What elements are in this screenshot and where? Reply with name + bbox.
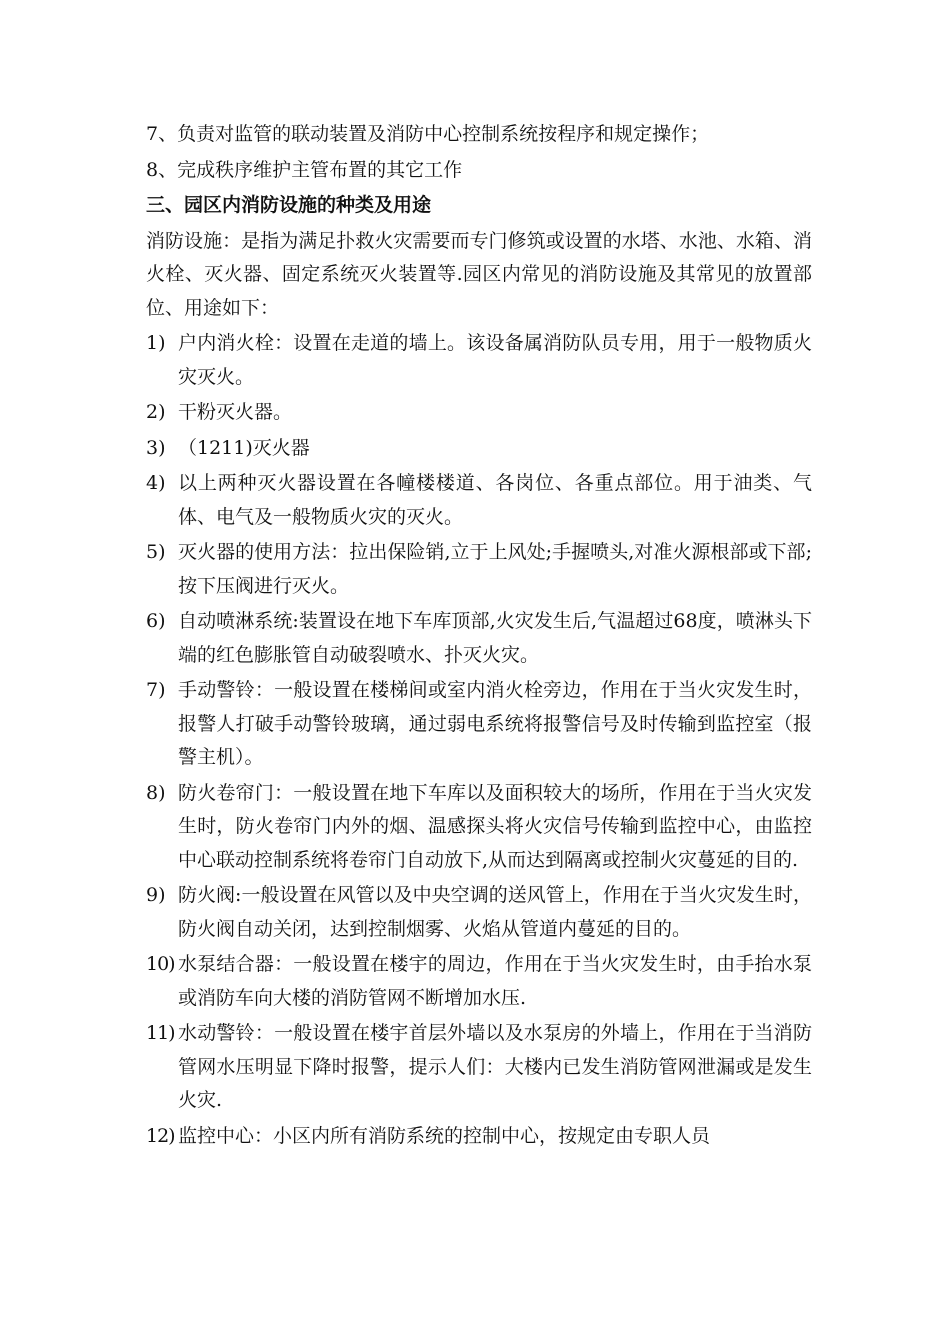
list-item (146, 879, 812, 946)
list-item (146, 1120, 812, 1154)
list-item-text: 干粉灭火器。 (178, 401, 293, 423)
list-item-text: 以上两种灭火器设置在各幢楼楼道、各岗位、各重点部位。用于油类、气体、电气及一般物质火灾的灭火。 (178, 472, 812, 528)
list-item-number: 11) (146, 1022, 175, 1044)
list-item-number: 10) (146, 953, 175, 975)
list-item-number: 6) (146, 610, 166, 632)
list-item-number: 4) (146, 472, 166, 494)
list-item-text: 户内消火栓：设置在走道的墙上。该设备属消防队员专用，用于一般物质火灾灭火。 (178, 332, 812, 388)
list-item (146, 777, 812, 878)
intro-line-8: 8、完成秩序维护主管布置的其它工作 (146, 158, 463, 181)
list-item (146, 432, 812, 466)
list-item-number: 5) (146, 541, 166, 563)
list-item-text: 水泵结合器：一般设置在楼宇的周边，作用在于当火灾发生时，由手抬水泵或消防车向大楼的消防管网不断增加水压. (178, 953, 812, 1009)
list-item-number: 2) (146, 401, 166, 423)
list-item-number: 12) (146, 1124, 175, 1147)
list-item (146, 1017, 812, 1118)
list-item-number: 3) (146, 436, 166, 459)
list-item-text: 防火阀:一般设置在风管以及中央空调的送风管上，作用在于当火灾发生时，防火阀自动关闭，达到控制烟雾、火焰从管道内蔓延的目的。 (178, 884, 812, 940)
list-item (146, 674, 812, 775)
list-item-number: 8) (146, 781, 166, 804)
list-item-text: 监控中心：小区内所有消防系统的控制中心，按规定由专职人员 (178, 1124, 711, 1147)
section-heading: 三、园区内消防设施的种类及用途 (146, 194, 432, 216)
list-item-number: 7) (146, 679, 166, 701)
document-body (146, 118, 812, 1155)
section-intro: 消防设施：是指为满足扑救火灾需要而专门修筑或设置的水塔、水池、水箱、消火栓、灭火器、固定系统灭火装置等.园区内常见的消防设施及其常见的放置部位、用途如下： (146, 229, 812, 319)
list-item (146, 605, 812, 672)
list-item-text: 防火卷帘门：一般设置在地下车库以及面积较大的场所，作用在于当火灾发生时，防火卷帘门内外的烟、温感探头将火灾信号传输到监控中心，由监控中心联动控制系统将卷帘门自动放下,从而达到隔离或控制火灾蔓延的目的. (178, 781, 812, 871)
list-item-text: 自动喷淋系统:装置设在地下车库顶部,火灾发生后,气温超过68度，喷淋头下端的红色膨胀管自动破裂喷水、扑灭火灾。 (178, 610, 812, 666)
list-item-text: 手动警铃：一般设置在楼梯间或室内消火栓旁边，作用在于当火灾发生时，报警人打破手动警铃玻璃，通过弱电系统将报警信号及时传输到监控室（报警主机）。 (178, 679, 812, 768)
list-item-number: 9) (146, 884, 166, 906)
list-item (146, 948, 812, 1015)
list-item-text: 灭火器的使用方法：拉出保险销,立于上风处;手握喷头,对准火源根部或下部;按下压阀进行灭火。 (178, 541, 812, 597)
list-item (146, 327, 812, 394)
list-item (146, 396, 812, 430)
list-item (146, 536, 812, 603)
list-item (146, 467, 812, 534)
facility-list (146, 327, 812, 1153)
list-item-text: （1211)灭火器 (178, 436, 310, 459)
list-item-text: 水动警铃：一般设置在楼宇首层外墙以及水泵房的外墙上，作用在于当消防管网水压明显下降时报警，提示人们：大楼内已发生消防管网泄漏或是发生火灾. (178, 1022, 812, 1111)
list-item-number: 1) (146, 332, 166, 354)
intro-line-7: 7、负责对监管的联动装置及消防中心控制系统按程序和规定操作； (146, 123, 710, 145)
